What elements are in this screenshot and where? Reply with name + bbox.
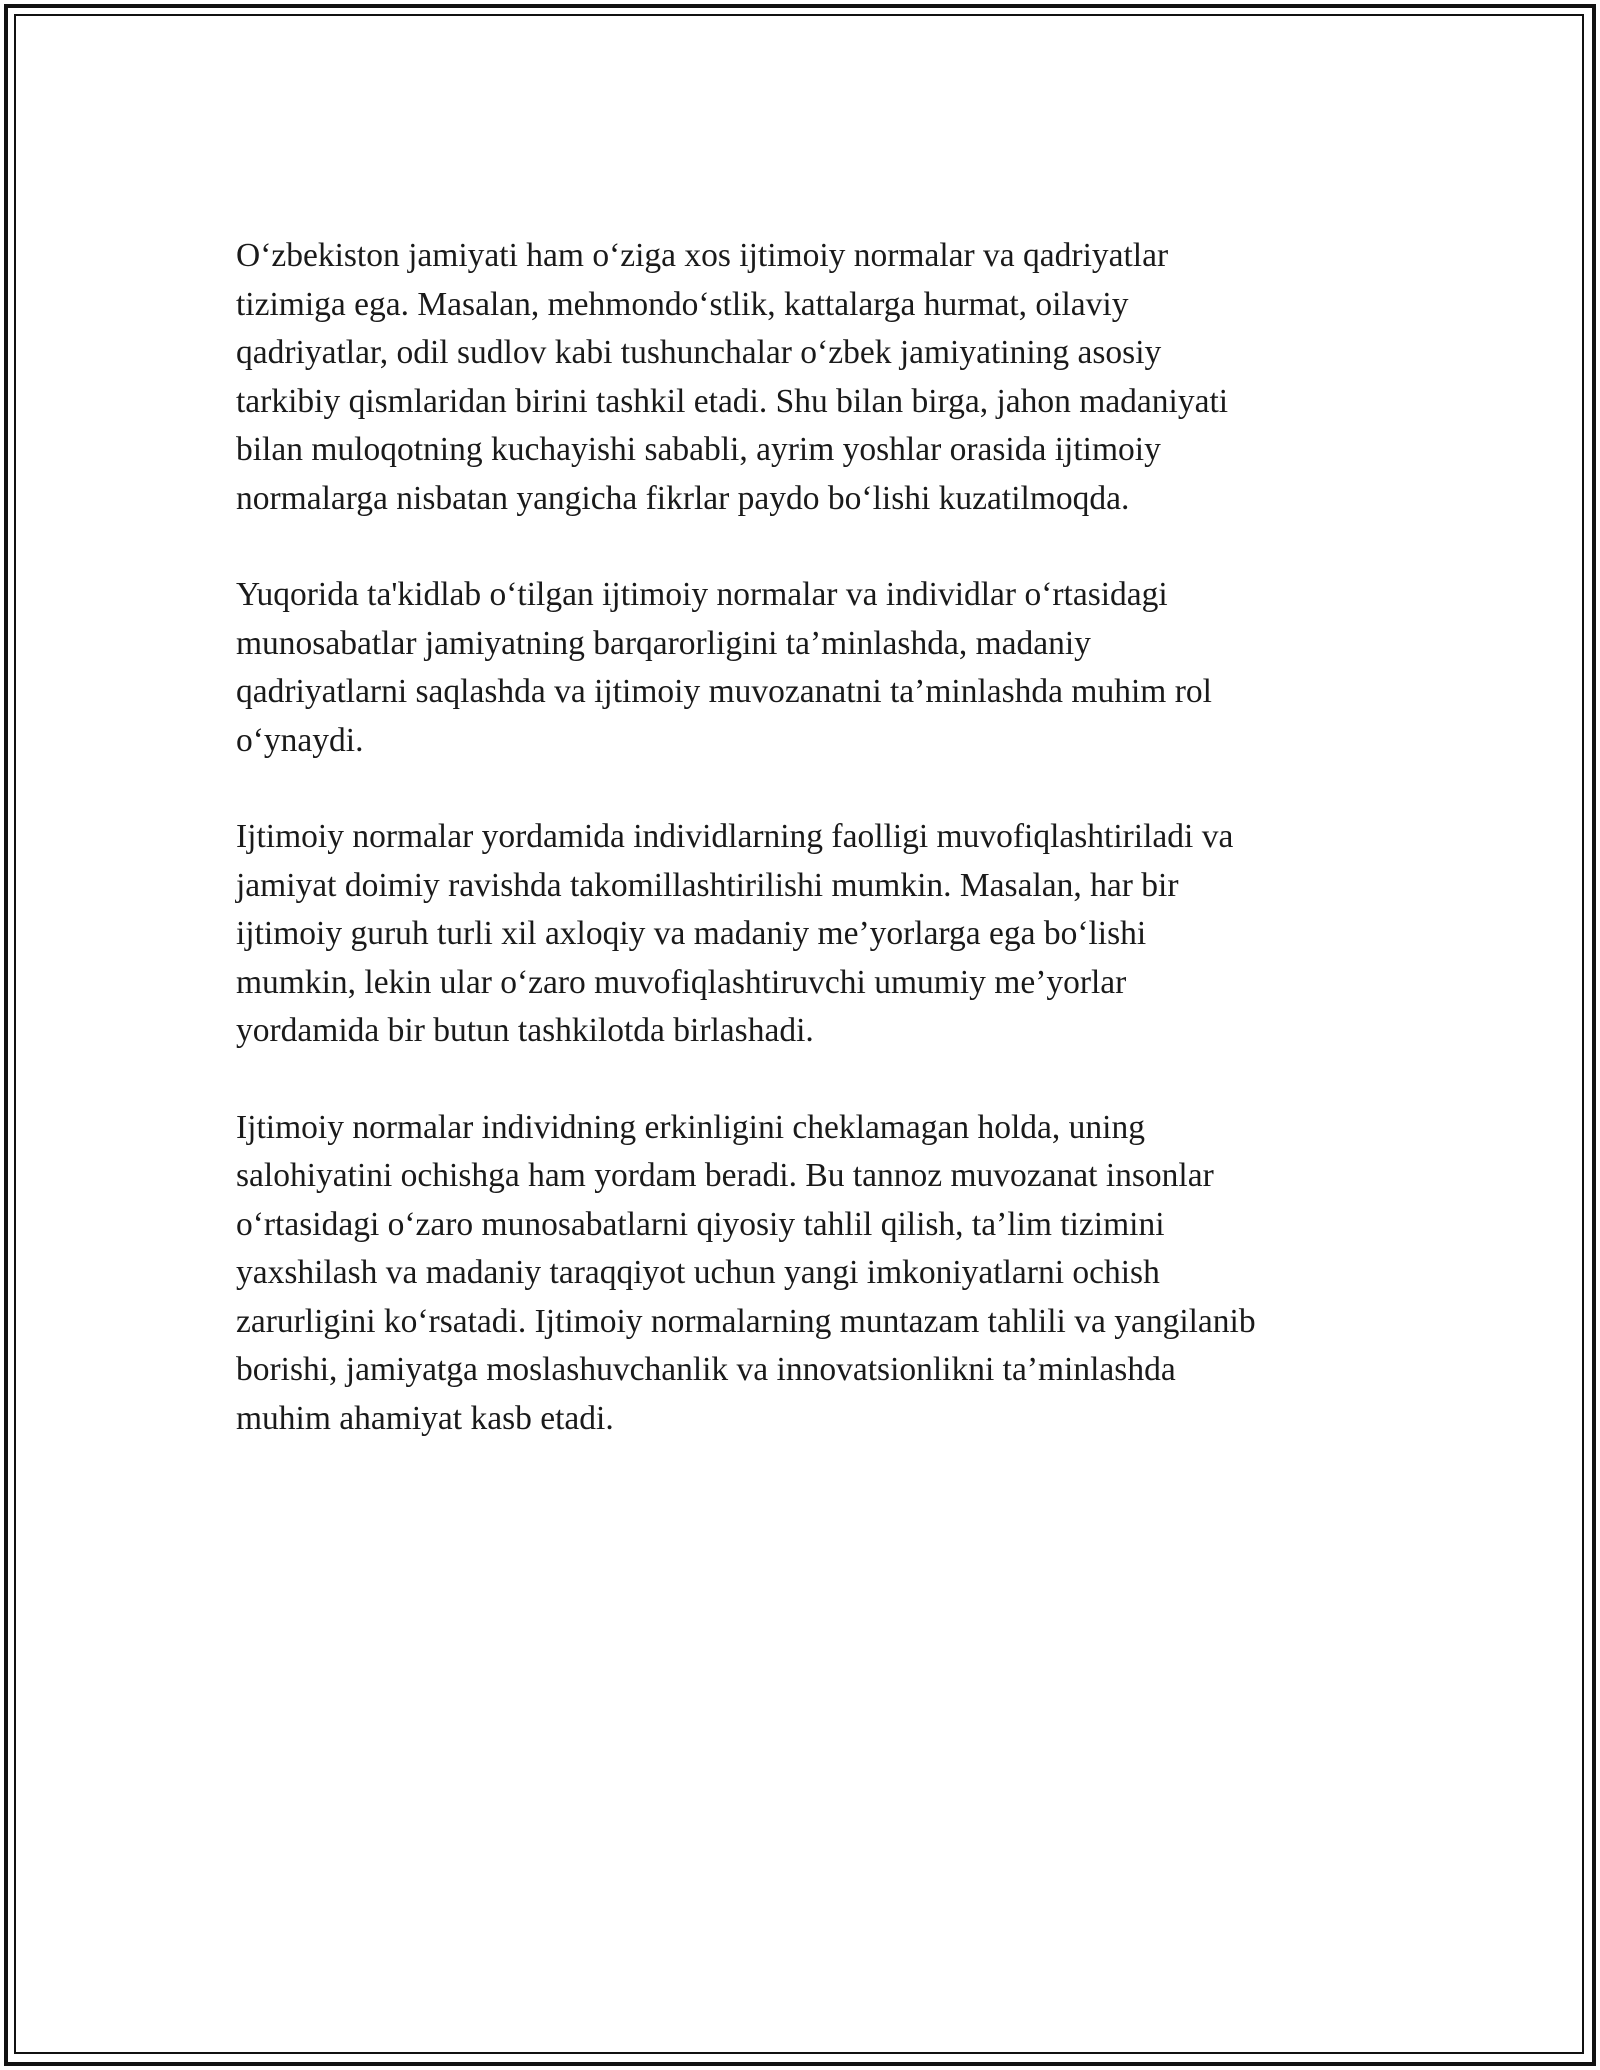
paragraph-3: [236, 813, 1366, 1056]
paragraph-2: [236, 571, 1366, 765]
text-line: Yuqorida ta'kidlab o‘tilgan ijtimoiy normalar va individlar o‘rtasidagi: [236, 576, 1168, 613]
text-line: Ijtimoiy normalar yordamida individlarning faolligi muvofiqlashtiriladi va: [236, 818, 1234, 855]
text-line: munosabatlar jamiyatning barqarorligini ta’minlashda, madaniy: [236, 624, 1091, 662]
text-line: borishi, jamiyatga moslashuvchanlik va innovatsionlikni ta’minlashda: [236, 1351, 1176, 1388]
paragraph-4: [236, 1104, 1366, 1444]
text-line: o‘rtasidagi o‘zaro munosabatlarni qiyosiy tahlil qilish, ta’lim tizimini: [236, 1205, 1165, 1243]
text-line: qadriyatlarni saqlashda va ijtimoiy muvozanatni ta’minlashda muhim rol: [236, 673, 1212, 710]
text-line: jamiyat doimiy ravishda takomillashtirilishi mumkin. Masalan, har bir: [236, 866, 1179, 904]
text-line: tizimiga ega. Masalan, mehmondo‘stlik, kattalarga hurmat, oilaviy: [236, 285, 1129, 323]
text-line: yordamida bir butun tashkilotda birlashadi.: [236, 1012, 814, 1049]
text-line: o‘ynaydi.: [236, 721, 364, 759]
text-line: salohiyatini ochishga ham yordam beradi. Bu tannoz muvozanat insonlar: [236, 1157, 1214, 1194]
text-line: zarurligini ko‘rsatadi. Ijtimoiy normalarning muntazam tahlili va yangilanib: [236, 1302, 1256, 1340]
text-line: mumkin, lekin ular o‘zaro muvofiqlashtiruvchi umumiy me’yorlar: [236, 963, 1127, 1001]
text-line: yaxshilash va madaniy taraqqiyot uchun yangi imkoniyatlarni ochish: [236, 1254, 1160, 1291]
text-line: bilan muloqotning kuchayishi sababli, ayrim yoshlar orasida ijtimoiy: [236, 431, 1161, 468]
text-line: O‘zbekiston jamiyati ham o‘ziga xos ijtimoiy normalar va qadriyatlar: [236, 237, 1169, 274]
text-line: ijtimoiy guruh turli xil axloqiy va madaniy me’yorlarga ega bo‘lishi: [236, 915, 1147, 952]
text-line: qadriyatlar, odil sudlov kabi tushunchalar o‘zbek jamiyatining asosiy: [236, 334, 1162, 371]
text-line: Ijtimoiy normalar individning erkinligini cheklamagan holda, uning: [236, 1108, 1145, 1146]
text-line: tarkibiy qismlaridan birini tashkil etadi. Shu bilan birga, jahon madaniyati: [236, 382, 1229, 420]
text-line: muhim ahamiyat kasb etadi.: [236, 1399, 614, 1437]
document-body: [236, 232, 1366, 1491]
paragraph-1: [236, 232, 1366, 523]
text-line: normalarga nisbatan yangicha fikrlar paydo bo‘lishi kuzatilmoqda.: [236, 479, 1130, 517]
